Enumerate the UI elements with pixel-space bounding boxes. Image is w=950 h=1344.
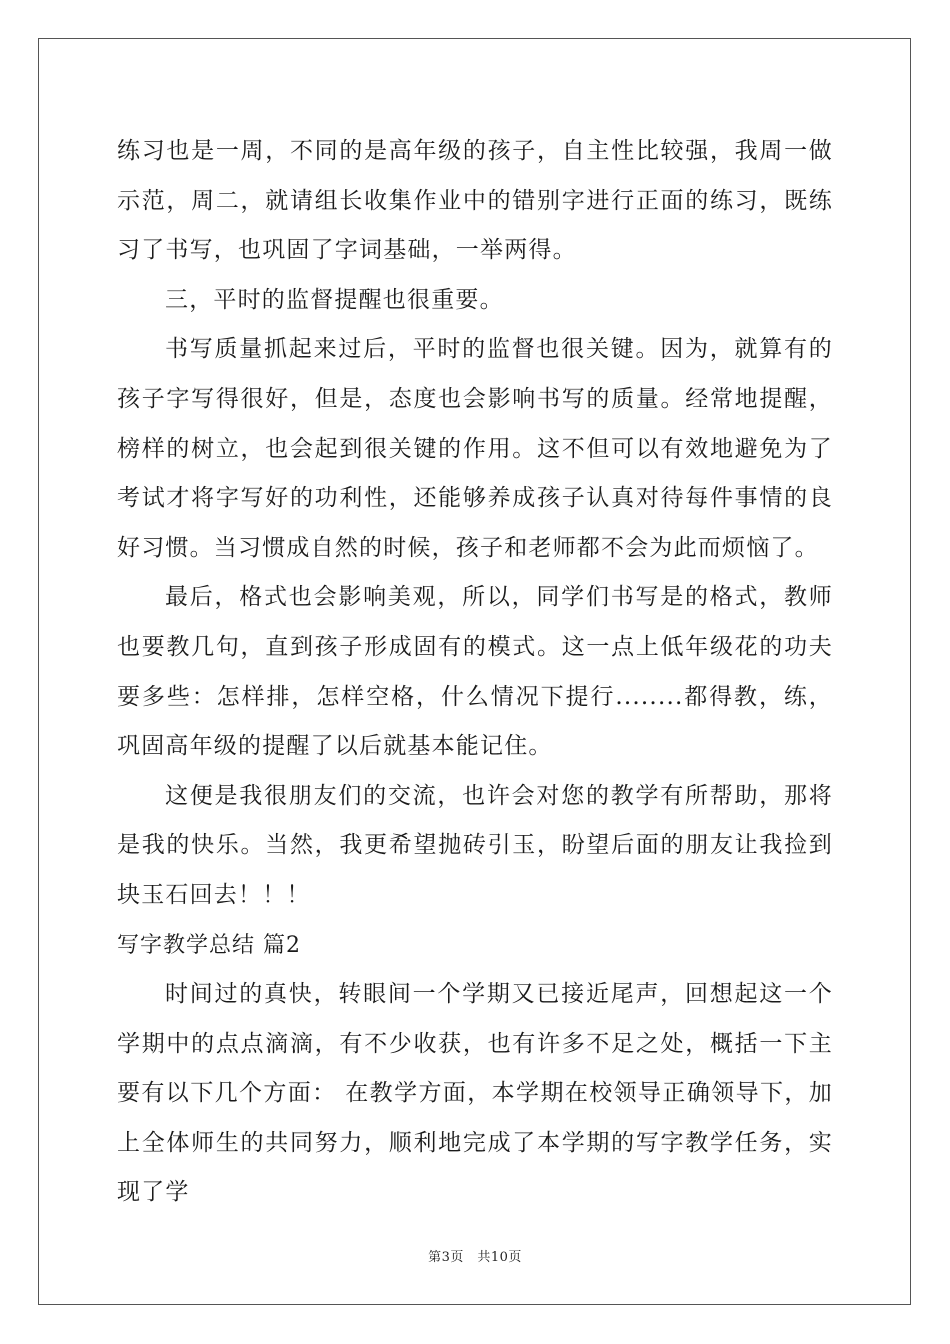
paragraph-continued: 练习也是一周，不同的是高年级的孩子，自主性比较强，我周一做示范，周二，就请组长收集作业中的错别字进行正面的练习，既练习了书写，也巩固了字词基础，一举两得。	[117, 138, 833, 264]
document-body	[117, 127, 833, 1218]
paragraph-section-three-title: 三，平时的监督提醒也很重要。	[165, 286, 504, 313]
page-number-footer: 第3页 共10页	[428, 1250, 522, 1265]
paragraph-summary-intro: 时间过的真快，转眼间一个学期又已接近尾声，回想起这一个学期中的点点滴滴，有不少收获，也有许多不足之处，概括一下主要有以下几个方面： 在教学方面，本学期在校领导正确领导下，加上全体师生的共同努力，顺利地完成了本学期的写字教学任务，实现了学	[117, 981, 833, 1206]
section-heading: 写字教学总结 篇2	[117, 932, 301, 958]
paragraph-supervision: 书写质量抓起来过后，平时的监督也很关键。因为，就算有的孩子字写得很好，但是，态度也会影响书写的质量。经常地提醒，榜样的树立，也会起到很关键的作用。这不但可以有效地避免为了考试才将字写好的功利性，还能够养成孩子认真对待每件事情的良好习惯。当习惯成自然的时候，孩子和老师都不会为此而烦恼了。	[117, 336, 833, 561]
paragraph-closing: 这便是我很朋友们的交流，也许会对您的教学有所帮助，那将是我的快乐。当然，我更希望抛砖引玉，盼望后面的朋友让我捡到块玉石回去！！！	[117, 782, 833, 908]
paragraph-format: 最后，格式也会影响美观，所以，同学们书写是的格式，教师也要教几句，直到孩子形成固有的模式。这一点上低年级花的功夫要多些：怎样排，怎样空格，什么情况下提行........都得教，练，巩固高年级的提醒了以后就基本能记住。	[117, 584, 833, 760]
